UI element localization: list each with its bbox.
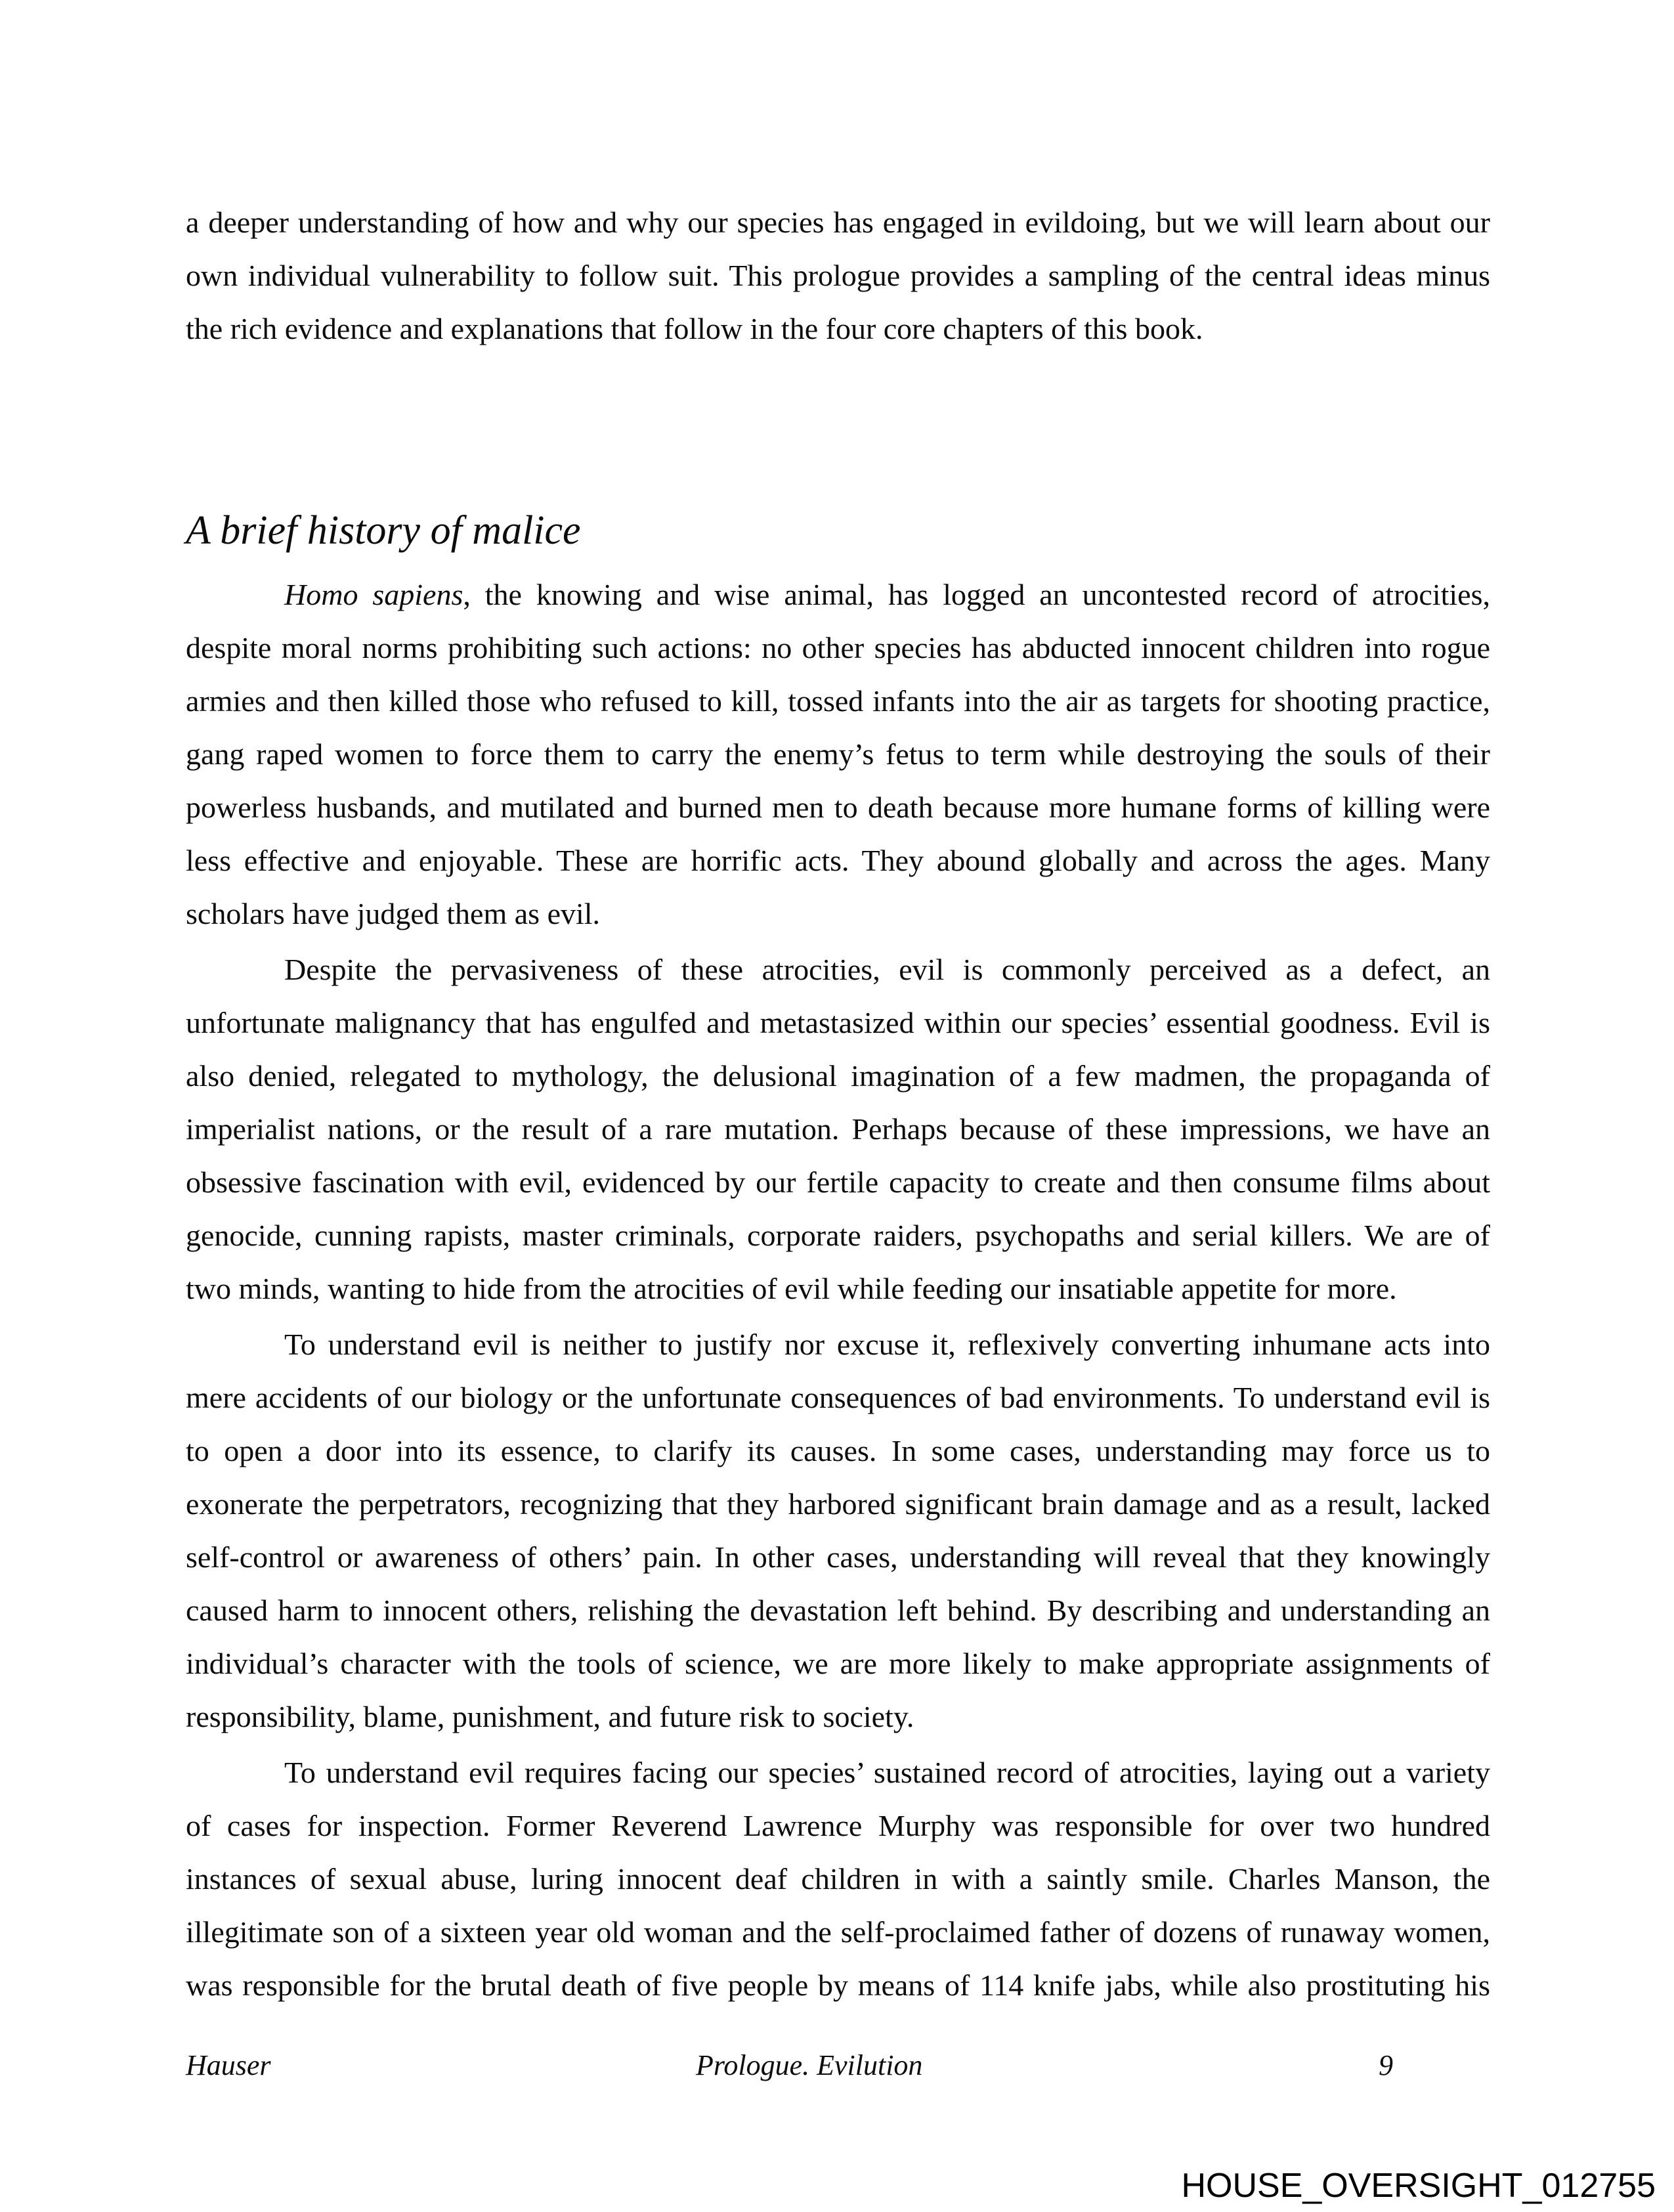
text-line: individual’s character with the tools of science, we are more likely to make appropriate assignments of xyxy=(186,1647,1490,1680)
text-line: gang raped women to force them to carry the enemy’s fetus to term while destroying the souls of their xyxy=(186,737,1490,771)
text-line: mere accidents of our biology or the unfortunate consequences of bad environments. To understand evil is xyxy=(186,1381,1490,1414)
text-line: Despite the pervasiveness of these atrocities, evil is commonly perceived as a defect, an xyxy=(284,953,1490,986)
text-line: less effective and enjoyable. These are horrific acts. They abound globally and across the ages. Many xyxy=(186,844,1490,877)
paragraph-understanding-evil xyxy=(186,1318,1490,1743)
text-line: despite moral norms prohibiting such actions: no other species has abducted innocent children into rogue xyxy=(186,631,1490,664)
text-line: To understand evil requires facing our species’ sustained record of atrocities, laying out a variety xyxy=(284,1756,1490,1789)
bates-stamp: HOUSE_OVERSIGHT_012755 xyxy=(1181,2167,1656,2205)
text-line: To understand evil is neither to justify nor excuse it, reflexively converting inhumane acts into xyxy=(284,1328,1490,1361)
text-line: genocide, cunning rapists, master criminals, corporate raiders, psychopaths and serial killers. We are of xyxy=(186,1219,1490,1252)
text-line: powerless husbands, and mutilated and burned men to death because more humane forms of killing were xyxy=(186,791,1490,824)
text-line: armies and then killed those who refused to kill, tossed infants into the air as targets for shooting practice, xyxy=(186,684,1490,718)
text-line: own individual vulnerability to follow suit. This prologue provides a sampling of the central ideas minus xyxy=(186,259,1490,292)
text-line: to open a door into its essence, to clarify its causes. In some cases, understanding may force us to xyxy=(186,1434,1490,1467)
section-heading: A brief history of malice xyxy=(186,508,581,553)
text-line: obsessive fascination with evil, evidenced by our fertile capacity to create and then consume films about xyxy=(186,1165,1490,1199)
text-line: self-control or awareness of others’ pain. In other cases, understanding will reveal that they knowingly xyxy=(186,1540,1490,1574)
paragraph-evil-as-defect xyxy=(186,943,1490,1315)
italic-term: Homo sapiens xyxy=(284,578,463,611)
paragraph-continuation xyxy=(186,196,1490,355)
text-line: the rich evidence and explanations that follow in the four core chapters of this book. xyxy=(186,312,1203,345)
text-line: two minds, wanting to hide from the atrocities of evil while feeding our insatiable appetite for more. xyxy=(186,1272,1397,1305)
text-line: caused harm to innocent others, relishing the devastation left behind. By describing and understanding an xyxy=(186,1594,1490,1627)
text-line: illegitimate son of a sixteen year old woman and the self-proclaimed father of dozens of runaway women, xyxy=(186,1915,1490,1949)
paragraph-record-of-atrocities xyxy=(186,1746,1490,2012)
footer-page-number: 9 xyxy=(1379,2049,1393,2081)
text-line: a deeper understanding of how and why our species has engaged in evildoing, but we will learn about our xyxy=(186,206,1490,239)
text-line: unfortunate malignancy that has engulfed and metastasized within our species’ essential goodness. Evil is xyxy=(186,1006,1490,1039)
text-line: exonerate the perpetrators, recognizing that they harbored significant brain damage and as a result, lacked xyxy=(186,1487,1490,1521)
text-line: instances of sexual abuse, luring innocent deaf children in with a saintly smile. Charles Manson, the xyxy=(186,1862,1490,1896)
text-line: of cases for inspection. Former Reverend Lawrence Murphy was responsible for over two hundred xyxy=(186,1809,1490,1842)
text-line: also denied, relegated to mythology, the delusional imagination of a few madmen, the propaganda of xyxy=(186,1059,1490,1093)
footer-author: Hauser xyxy=(186,2049,271,2081)
footer-running-title: Prologue. Evilution xyxy=(696,2049,923,2081)
paragraph-history-of-malice xyxy=(186,568,1490,940)
text-line: imperialist nations, or the result of a rare mutation. Perhaps because of these impressions, we have an xyxy=(186,1112,1490,1146)
text-line: responsibility, blame, punishment, and future risk to society. xyxy=(186,1700,914,1733)
text-line: was responsible for the brutal death of five people by means of 114 knife jabs, while also prostituting his xyxy=(186,1968,1490,2002)
text-line: scholars have judged them as evil. xyxy=(186,897,601,930)
text-line: Homo sapiens, the knowing and wise animal, has logged an uncontested record of atrocities, xyxy=(284,578,1490,611)
